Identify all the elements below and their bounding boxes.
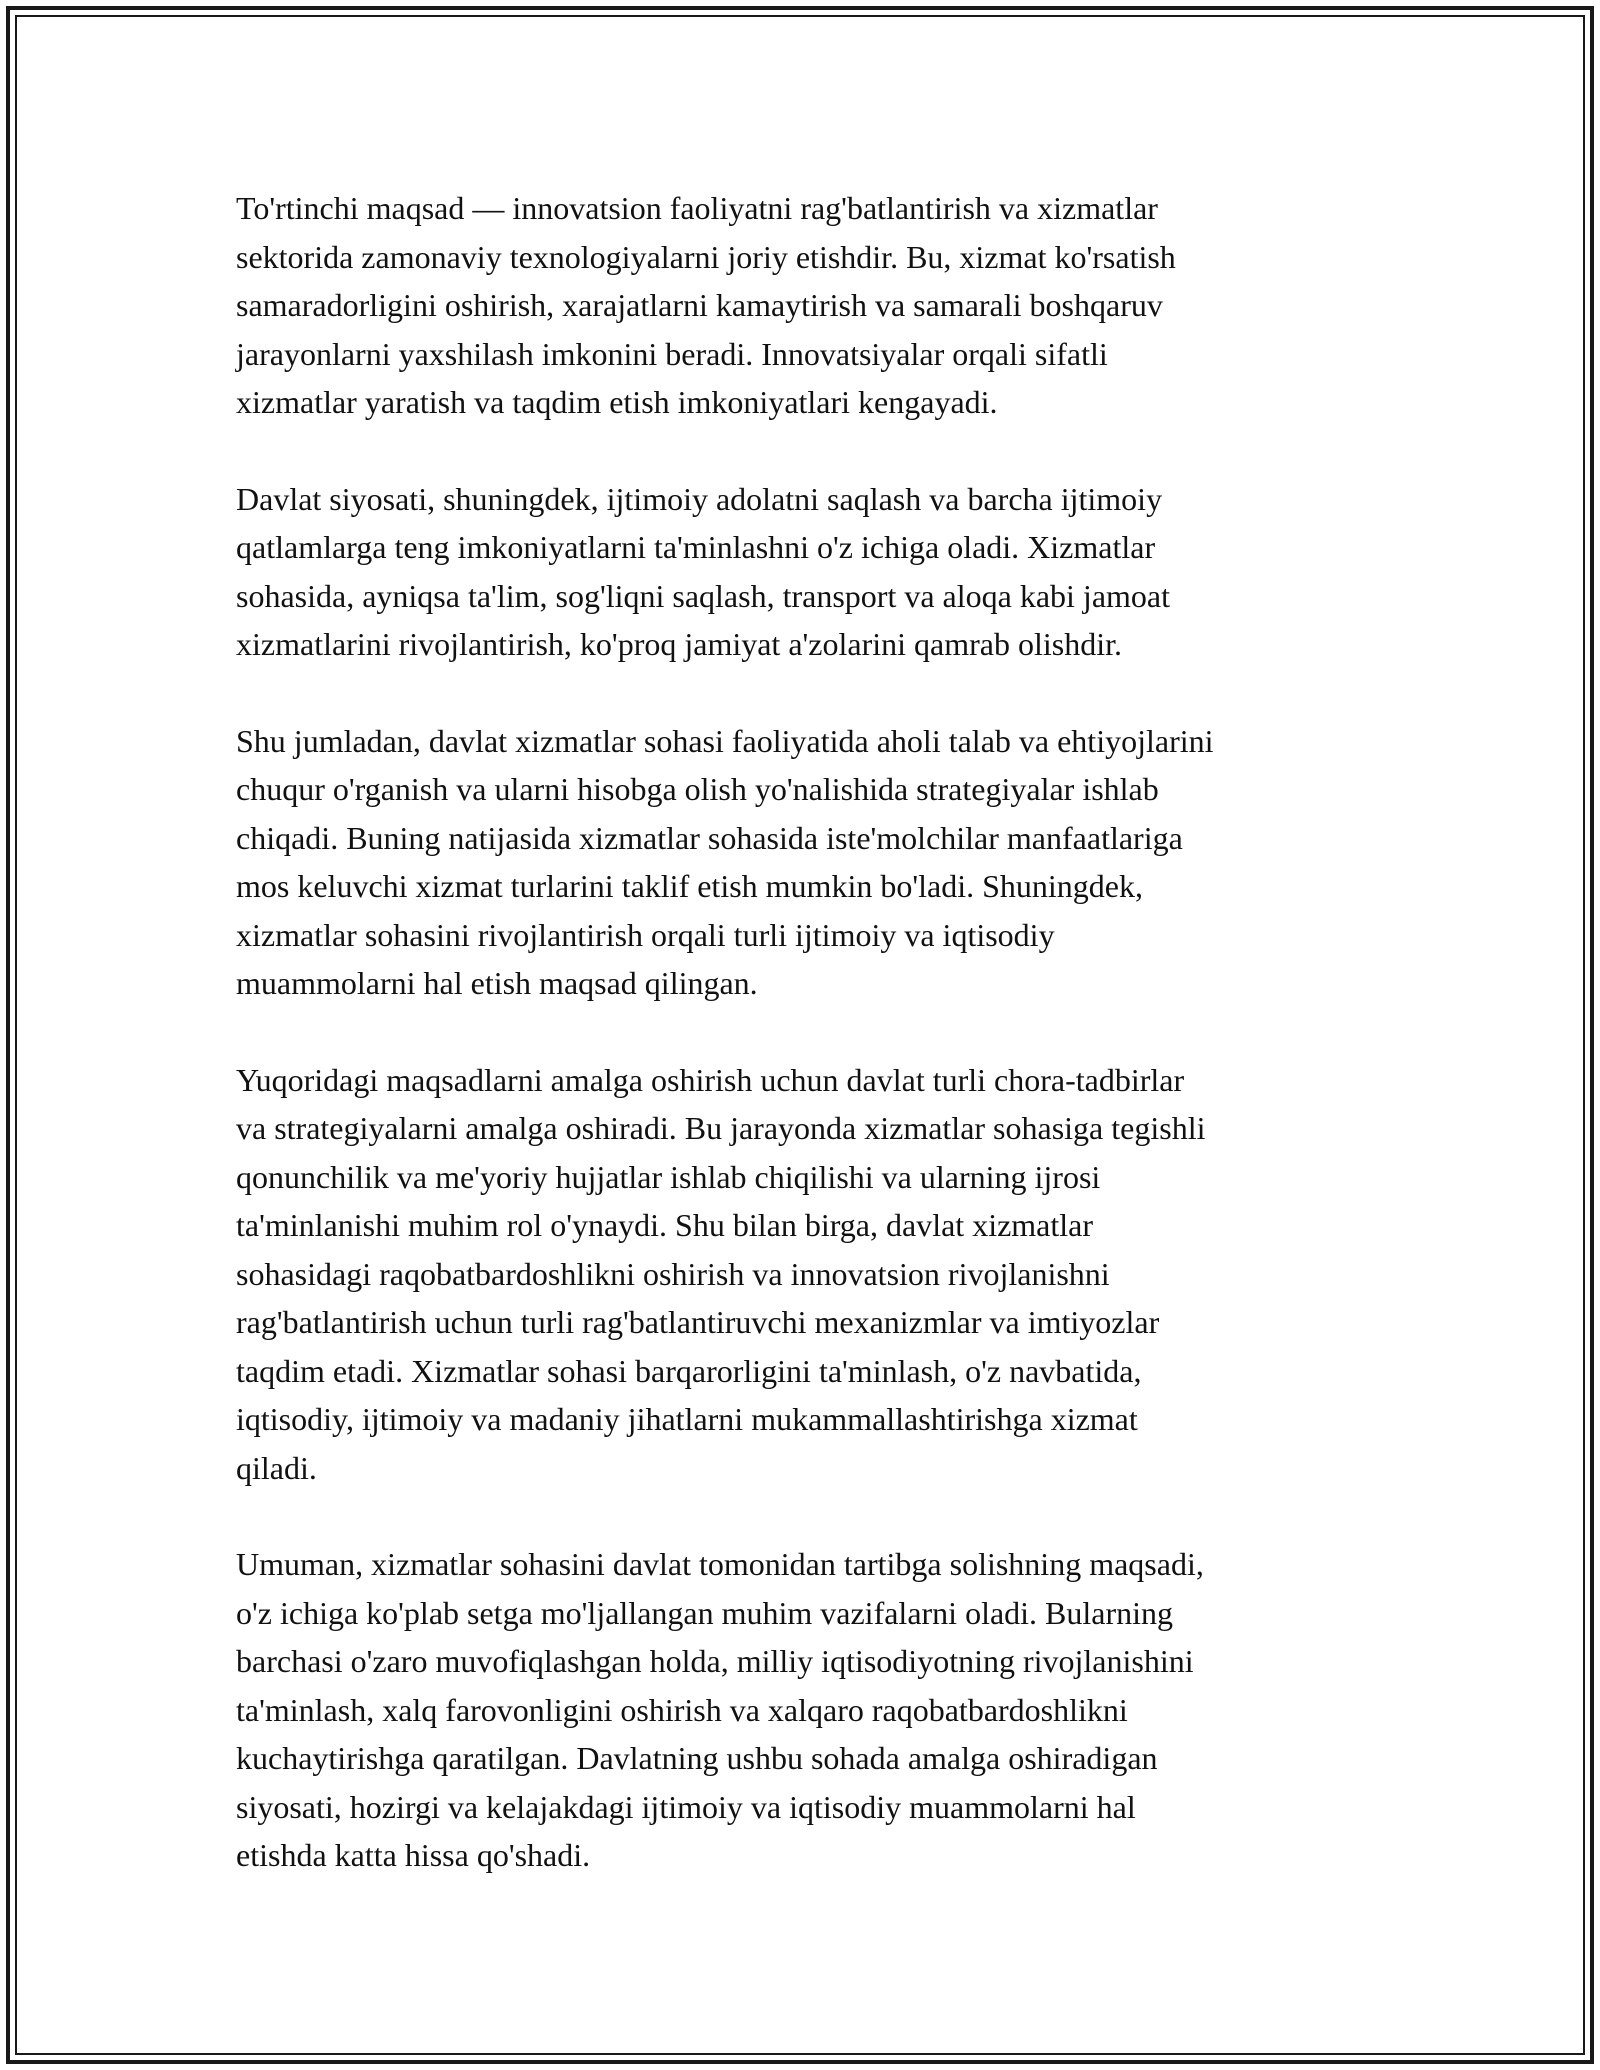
text-line: sohasida, ayniqsa ta'lim, sog'liqni saqlash, transport va aloqa kabi jamoat <box>236 577 1170 614</box>
text-line: xizmatlar yaratish va taqdim etish imkoniyatlari kengayadi. <box>236 384 998 420</box>
text-line: samaradorligini oshirish, xarajatlarni kamaytirish va samarali boshqaruv <box>236 287 1163 323</box>
text-line: etishda katta hissa qo'shadi. <box>236 1837 591 1873</box>
text-line: ta'minlash, xalq farovonligini oshirish va xalqaro raqobatbardoshlikni <box>236 1691 1128 1728</box>
text-line: jarayonlarni yaxshilash imkonini beradi. Innovatsiyalar orqali sifatli <box>236 335 1108 372</box>
text-line: Umuman, xizmatlar sohasini davlat tomonidan tartibga solishning maqsadi, <box>236 1546 1204 1582</box>
text-line: chuqur o'rganish va ularni hisobga olish yo'nalishida strategiyalar ishlab <box>236 771 1159 807</box>
text-line: qiladi. <box>236 1449 317 1486</box>
text-line: To'rtinchi maqsad — innovatsion faoliyatni rag'batlantirish va xizmatlar <box>236 190 1158 226</box>
text-line: qonunchilik va me'yoriy hujjatlar ishlab chiqilishi va ularning ijrosi <box>236 1158 1101 1195</box>
text-line: xizmatlar sohasini rivojlantirish orqali turli ijtimoiy va iqtisodiy <box>236 916 1055 953</box>
text-line: taqdim etadi. Xizmatlar sohasi barqarorligini ta'minlash, o'z navbatida, <box>236 1352 1142 1389</box>
paragraph-2 <box>236 475 1366 669</box>
text-line: rag'batlantirish uchun turli rag'batlantiruvchi mexanizmlar va imtiyozlar <box>236 1304 1160 1340</box>
text-line: mos keluvchi xizmat turlarini taklif etish mumkin bo'ladi. Shuningdek, <box>236 868 1143 904</box>
text-line: sohasidagi raqobatbardoshlikni oshirish va innovatsion rivojlanishni <box>236 1255 1110 1292</box>
paragraph-1 <box>236 184 1366 427</box>
text-line: Davlat siyosati, shuningdek, ijtimoiy adolatni saqlash va barcha ijtimoiy <box>236 480 1163 517</box>
text-line: sektorida zamonaviy texnologiyalarni joriy etishdir. Bu, xizmat ko'rsatish <box>236 238 1176 275</box>
paragraph-3 <box>236 717 1366 1008</box>
text-line: muammolarni hal etish maqsad qilingan. <box>236 965 758 1001</box>
text-line: iqtisodiy, ijtimoiy va madaniy jihatlarni mukammallashtirishga xizmat <box>236 1401 1138 1437</box>
text-line: barchasi o'zaro muvofiqlashgan holda, milliy iqtisodiyotning rivojlanishini <box>236 1643 1194 1679</box>
paragraph-5 <box>236 1540 1366 1880</box>
text-line: qatlamlarga teng imkoniyatlarni ta'minlashni o'z ichiga oladi. Xizmatlar <box>236 529 1156 565</box>
paragraph-4 <box>236 1056 1366 1493</box>
text-line: chiqadi. Buning natijasida xizmatlar sohasida iste'molchilar manfaatlariga <box>236 819 1183 856</box>
text-line: siyosati, hozirgi va kelajakdagi ijtimoiy va iqtisodiy muammolarni hal <box>236 1788 1136 1825</box>
text-line: ta'minlanishi muhim rol o'ynaydi. Shu bilan birga, davlat xizmatlar <box>236 1207 1094 1243</box>
text-line: Yuqoridagi maqsadlarni amalga oshirish uchun davlat turli chora-tadbirlar <box>236 1061 1185 1098</box>
text-line: Shu jumladan, davlat xizmatlar sohasi faoliyatida aholi talab va ehtiyojlarini <box>236 722 1214 759</box>
text-line: kuchaytirishga qaratilgan. Davlatning ushbu sohada amalga oshiradigan <box>236 1740 1158 1776</box>
document-body <box>236 184 1366 1928</box>
text-line: xizmatlarini rivojlantirish, ko'proq jamiyat a'zolarini qamrab olishdir. <box>236 626 1122 662</box>
text-line: va strategiyalarni amalga oshiradi. Bu jarayonda xizmatlar sohasiga tegishli <box>236 1110 1206 1146</box>
text-line: o'z ichiga ko'plab setga mo'ljallangan muhim vazifalarni oladi. Bularning <box>236 1594 1174 1631</box>
